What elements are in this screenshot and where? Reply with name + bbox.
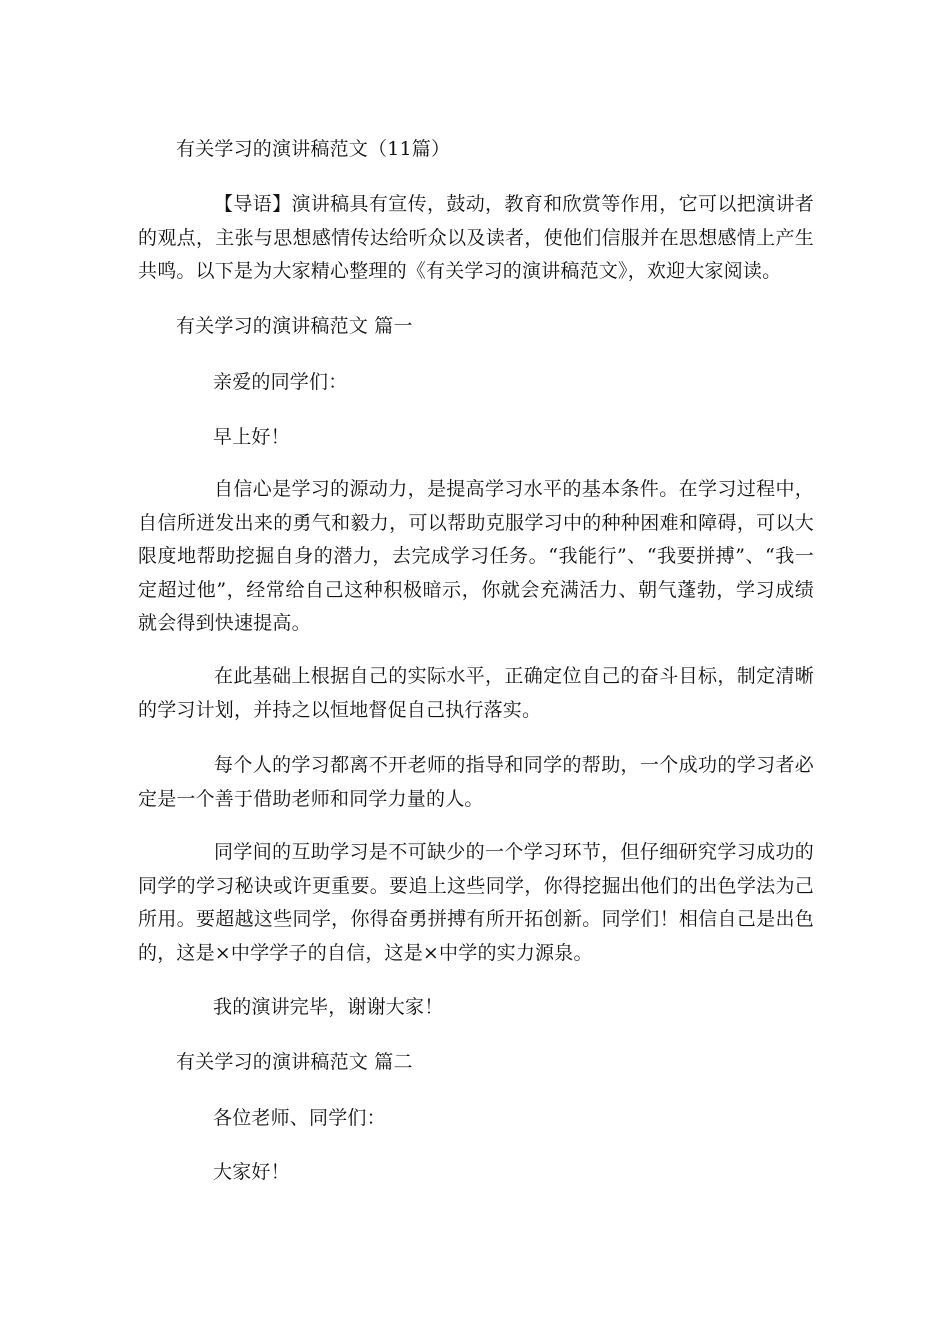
section1-paragraph-4: 同学间的互助学习是不可缺少的一个学习环节，但仔细研究学习成功的同学的学习秘诀或许更重要。要追上这些同学，你得挖掘出他们的出色学法为己所用。要超越这些同学，你得奋勇拼搏有所开拓创新。同学们！相信自己是出色的，这是×中学学子的自信，这是×中学的实力源泉。	[138, 841, 814, 964]
intro-lead: 【导语】	[214, 193, 292, 215]
section2-greeting: 各位老师、同学们：	[213, 1107, 386, 1129]
section1-paragraph-2: 在此基础上根据自己的实际水平，正确定位自己的奋斗目标，制定清晰的学习计划，并持之以恒地督促自己执行落实。	[138, 665, 814, 721]
section-heading-1: 有关学习的演讲稿范文 篇一	[176, 315, 413, 337]
section2-hello: 大家好！	[213, 1161, 290, 1183]
intro-paragraph	[138, 188, 814, 289]
section1-greeting: 亲爱的同学们：	[213, 371, 348, 393]
section1-hello: 早上好！	[213, 426, 290, 448]
section-heading-2: 有关学习的演讲稿范文 篇二	[176, 1051, 413, 1073]
document-title: 有关学习的演讲稿范文（11篇）	[176, 138, 451, 160]
intro-text: 演讲稿具有宣传，鼓动，教育和欣赏等作用，它可以把演讲者的观点，主张与思想感情传达给听众以及读者，使他们信服并在思想感情上产生共鸣。以下是为大家精心整理的《有关学习的演讲稿范文》，欢迎大家阅读。	[138, 193, 814, 282]
section1-paragraph-1: 自信心是学习的源动力，是提高学习水平的基本条件。在学习过程中，自信所迸发出来的勇气和毅力，可以帮助克服学习中的种种困难和障碍，可以大限度地帮助挖掘自身的潜力，去完成学习任务。“我能行”、“我要拼搏”、“我一定超过他”，经常给自己这种积极暗示，你就会充满活力、朝气蓬勃，学习成绩就会得到快速提高。	[138, 478, 814, 634]
section1-closing: 我的演讲完毕，谢谢大家！	[213, 996, 444, 1018]
section1-paragraph-3: 每个人的学习都离不开老师的指导和同学的帮助，一个成功的学习者必定是一个善于借助老师和同学力量的人。	[138, 754, 814, 810]
